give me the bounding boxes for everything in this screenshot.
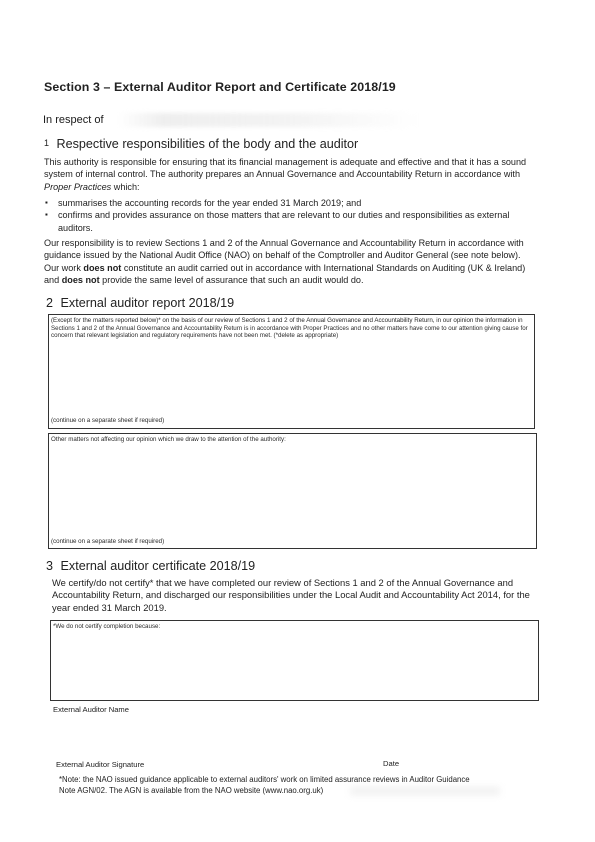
section1-para2-b: constitute an audit carried out in accordance with International Standards on Auditing (UK & Ireland) and: [44, 262, 526, 286]
section1-heading-text: Respective responsibilities of the body and the auditor: [56, 137, 359, 151]
section3-paragraph: We certify/do not certify* that we have completed our review of Sections 1 and 2 of the Annual Governance and Accountability Return, and discharged our responsibilities under the Local Audit and Accountability Act 2014, for the year ended 31 March 2019.: [52, 577, 530, 613]
section3-number: 3: [46, 559, 54, 573]
page-title: Section 3 – External Auditor Report and Certificate 2018/19: [44, 80, 396, 94]
redacted-authority-name: [118, 113, 418, 127]
other-matters-text: Other matters not affecting our opinion which we draw to the attention of the authority:: [51, 436, 286, 443]
section1-paragraph2: [44, 237, 534, 287]
auditor-name-label: External Auditor Name: [53, 705, 129, 714]
list-item: ▪ confirms and provides assurance on those matters that are relevant to our duties and responsibilities as external auditors.: [44, 209, 532, 234]
report-box-continue-note: (continue on a separate sheet if required): [51, 417, 165, 424]
section1-para2-a: Our responsibility is to review Sections 1 and 2 of the Annual Governance and Accountability Return in accordance with guidance issued by the National Audit Office (NAO) on behalf of the Comptroller and Auditor General (see note below). Our work: [44, 238, 524, 273]
section1-number: 1: [44, 138, 50, 148]
nao-guidance-note: *Note: the NAO issued guidance applicable to external auditors' work on limited assurance reviews in Auditor Guidance Note AGN/02. The AGN is available from the NAO website (www.nao.org.uk): [59, 775, 470, 795]
does-not-emphasis-2: does not: [61, 275, 100, 286]
section1-paragraph1: [44, 156, 532, 193]
section2-heading-text: External auditor report 2018/19: [60, 296, 235, 310]
auditor-signature-label: External Auditor Signature: [56, 760, 145, 769]
date-label: Date: [383, 759, 400, 768]
section1-heading: [44, 137, 358, 151]
other-matters-box[interactable]: [48, 433, 537, 549]
section1-para2-c: provide the same level of assurance that such an audit would do.: [102, 275, 364, 286]
report-box-text: (Except for the matters reported below)* on the basis of our review of Sections 1 and 2 of the Annual Governance and Accountability Return, in our opinion the information in Sections 1 and 2 of the Annual Governance and Accountability Return is in accordance with Proper Practices and no other matters have come to our attention giving cause for concern that relevant legislation and regulatory requirements have not been met. (*delete as appropriate): [51, 317, 528, 340]
section1-para1-end: which:: [113, 181, 140, 192]
section2-number: 2: [46, 296, 54, 310]
other-matters-continue-note: (continue on a separate sheet if required): [51, 538, 165, 545]
certification-reason-text: *We do not certify completion because:: [53, 623, 161, 630]
section3-heading-text: External auditor certificate 2018/19: [60, 559, 256, 573]
proper-practices-text: Proper Practices: [44, 181, 112, 192]
external-auditor-report-box[interactable]: [48, 314, 535, 429]
in-respect-of-label: In respect of: [43, 114, 104, 126]
section3-heading: [46, 559, 255, 573]
section1-bullet-list: [44, 197, 532, 234]
scan-shadow: [350, 786, 500, 796]
certification-reason-box[interactable]: [50, 620, 539, 701]
section1-para1-text: This authority is responsible for ensuring that its financial management is adequate and effective and that it has a sound system of internal control. The authority prepares an Annual Governance and Accountability Return in accordance with: [44, 157, 527, 180]
section2-heading: [46, 296, 234, 310]
does-not-emphasis-1: does not: [83, 262, 122, 273]
list-item: ▪ summarises the accounting records for the year ended 31 March 2019; and: [44, 197, 532, 209]
